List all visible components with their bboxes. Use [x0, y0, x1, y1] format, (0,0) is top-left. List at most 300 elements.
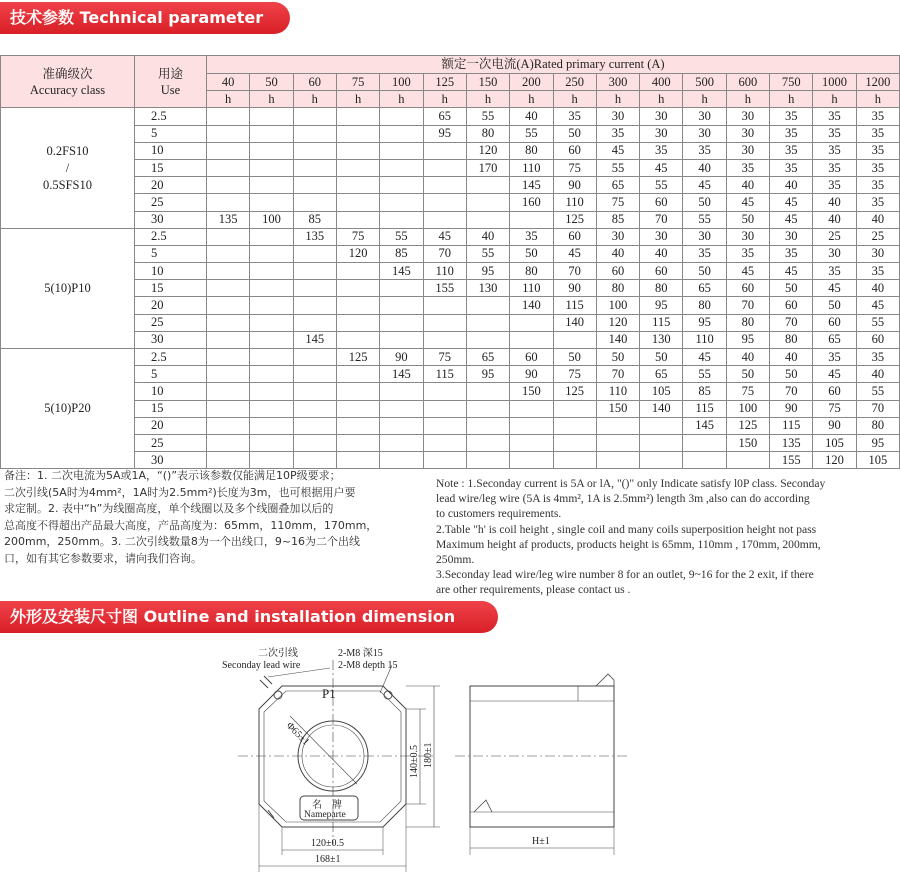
value-cell: 75 [813, 400, 856, 417]
value-cell: 90 [553, 177, 596, 194]
use-cell: 5 [135, 245, 207, 262]
use-cell: 25 [135, 194, 207, 211]
value-cell [466, 383, 509, 400]
value-cell: 35 [683, 245, 726, 262]
value-cell [250, 417, 293, 434]
value-cell: 30 [726, 228, 769, 245]
value-cell [207, 434, 250, 451]
value-cell: 85 [380, 245, 423, 262]
value-cell: 35 [813, 125, 856, 142]
value-cell: 90 [380, 349, 423, 366]
notes-english [436, 476, 900, 598]
accuracy-class-text: 0.2FS10 [46, 143, 89, 158]
value-cell: 35 [770, 245, 813, 262]
note-en-line: 250mm. [436, 553, 475, 567]
value-cell: 35 [640, 142, 683, 159]
value-cell [293, 159, 336, 176]
use-cell: 2.5 [135, 108, 207, 125]
current-header-cell: 400 [640, 74, 683, 91]
dim-120-label: 120±0.5 [311, 838, 344, 849]
use-cell: 25 [135, 314, 207, 331]
value-cell: 45 [640, 159, 683, 176]
value-cell: 55 [510, 125, 553, 142]
value-cell [207, 349, 250, 366]
value-cell: 60 [726, 280, 769, 297]
value-cell [466, 211, 509, 228]
value-cell: 35 [856, 194, 899, 211]
value-cell: 35 [813, 177, 856, 194]
value-cell: 55 [683, 366, 726, 383]
value-cell: 50 [553, 125, 596, 142]
value-cell: 80 [596, 280, 639, 297]
value-cell: 40 [770, 177, 813, 194]
table-row [1, 280, 900, 297]
value-cell: 50 [510, 245, 553, 262]
value-cell: 30 [770, 228, 813, 245]
unit-cell: h [726, 91, 769, 108]
value-cell: 25 [813, 228, 856, 245]
side-view-outline [470, 686, 614, 827]
accuracy-class-text: 0.5SFS10 [43, 177, 92, 192]
value-cell [336, 125, 379, 142]
table-row [1, 125, 900, 142]
value-cell: 60 [856, 331, 899, 348]
value-cell: 65 [813, 331, 856, 348]
value-cell [250, 194, 293, 211]
value-cell [336, 314, 379, 331]
value-cell: 75 [726, 383, 769, 400]
nameplate-label-cn: 名 牌 [312, 800, 342, 811]
diameter-label: Φ65±1 [283, 720, 312, 748]
value-cell: 35 [510, 228, 553, 245]
value-cell [207, 383, 250, 400]
value-cell: 60 [640, 194, 683, 211]
value-cell: 70 [770, 383, 813, 400]
value-cell: 40 [856, 211, 899, 228]
value-cell: 70 [640, 211, 683, 228]
unit-cell: h [336, 91, 379, 108]
value-cell [250, 366, 293, 383]
value-cell [423, 297, 466, 314]
value-cell [250, 400, 293, 417]
value-cell [380, 125, 423, 142]
use-cell: 15 [135, 400, 207, 417]
value-cell: 145 [380, 263, 423, 280]
value-cell: 55 [856, 383, 899, 400]
value-cell: 130 [640, 331, 683, 348]
value-cell [207, 177, 250, 194]
value-cell [510, 400, 553, 417]
value-cell: 40 [770, 349, 813, 366]
value-cell [207, 331, 250, 348]
value-cell: 30 [640, 228, 683, 245]
value-cell: 35 [596, 125, 639, 142]
value-cell: 35 [856, 177, 899, 194]
value-cell [207, 263, 250, 280]
value-cell: 50 [813, 297, 856, 314]
value-cell [466, 314, 509, 331]
value-cell [207, 245, 250, 262]
value-cell: 55 [596, 159, 639, 176]
accuracy-class-text: / [65, 160, 70, 175]
value-cell: 140 [640, 400, 683, 417]
value-cell: 75 [423, 349, 466, 366]
current-header-cell: 150 [466, 74, 509, 91]
use-cell: 30 [135, 331, 207, 348]
outline-dimension-header: 外形及安装尺寸图 Outline and installation dimension [0, 601, 498, 633]
value-cell: 35 [726, 159, 769, 176]
value-cell: 100 [596, 297, 639, 314]
value-cell: 55 [683, 211, 726, 228]
value-cell [293, 280, 336, 297]
current-header-cell: 60 [293, 74, 336, 91]
value-cell: 45 [770, 194, 813, 211]
value-cell [250, 159, 293, 176]
note-cn-line: 求定制。2. 表中“h”为线圈高度，单个线圈以及多个线圈叠加以后的 [4, 502, 334, 516]
value-cell: 95 [726, 331, 769, 348]
value-cell: 60 [553, 142, 596, 159]
value-cell: 95 [466, 263, 509, 280]
value-cell: 110 [553, 194, 596, 211]
value-cell [380, 297, 423, 314]
technical-parameter-table [0, 55, 900, 469]
notes-chinese [4, 468, 414, 568]
value-cell: 40 [640, 245, 683, 262]
value-cell: 70 [856, 400, 899, 417]
value-cell: 45 [423, 228, 466, 245]
value-cell: 50 [683, 194, 726, 211]
value-cell: 80 [683, 297, 726, 314]
note-en-line: Note : 1.Seconday current is 5A or lA, "()" only Indicate satisfy l0P class. Seconday [436, 477, 826, 490]
value-cell: 30 [683, 228, 726, 245]
value-cell [293, 366, 336, 383]
value-cell [423, 452, 466, 469]
value-cell [336, 452, 379, 469]
table-row [1, 314, 900, 331]
use-cell: 10 [135, 263, 207, 280]
value-cell [466, 194, 509, 211]
unit-cell: h [640, 91, 683, 108]
unit-cell: h [293, 91, 336, 108]
value-cell: 140 [596, 331, 639, 348]
lead-wire-label-cn: 二次引线 [258, 648, 298, 659]
value-cell [336, 263, 379, 280]
value-cell: 150 [596, 400, 639, 417]
value-cell: 30 [596, 108, 639, 125]
value-cell: 150 [726, 434, 769, 451]
value-cell [250, 349, 293, 366]
table-row [1, 263, 900, 280]
current-header-cell: 50 [250, 74, 293, 91]
value-cell: 45 [813, 280, 856, 297]
table-row [1, 366, 900, 383]
accuracy-class-text: 5(10)P10 [44, 280, 91, 295]
value-cell [336, 159, 379, 176]
value-cell: 60 [640, 263, 683, 280]
value-cell: 50 [596, 349, 639, 366]
value-cell: 60 [553, 228, 596, 245]
value-cell [380, 383, 423, 400]
value-cell: 105 [856, 452, 899, 469]
value-cell: 35 [770, 125, 813, 142]
value-cell [596, 434, 639, 451]
value-cell [293, 314, 336, 331]
value-cell [466, 400, 509, 417]
value-cell [207, 314, 250, 331]
value-cell: 70 [596, 366, 639, 383]
value-cell [466, 417, 509, 434]
value-cell: 140 [510, 297, 553, 314]
current-header-cell: 1200 [856, 74, 899, 91]
value-cell [423, 211, 466, 228]
value-cell: 55 [380, 228, 423, 245]
value-cell: 35 [856, 159, 899, 176]
value-cell: 50 [553, 349, 596, 366]
current-header-cell: 200 [510, 74, 553, 91]
value-cell: 90 [510, 366, 553, 383]
value-cell [380, 159, 423, 176]
value-cell: 65 [683, 280, 726, 297]
unit-cell: h [770, 91, 813, 108]
value-cell [380, 331, 423, 348]
value-cell: 60 [770, 297, 813, 314]
value-cell [553, 331, 596, 348]
value-cell: 45 [726, 263, 769, 280]
current-header-cell: 750 [770, 74, 813, 91]
use-en: Use [160, 82, 181, 97]
table-row [1, 245, 900, 262]
current-header-cell: 100 [380, 74, 423, 91]
unit-cell: h [423, 91, 466, 108]
value-cell: 75 [553, 366, 596, 383]
value-cell [423, 417, 466, 434]
value-cell: 50 [770, 366, 813, 383]
table-row [1, 452, 900, 469]
use-cell: 25 [135, 434, 207, 451]
value-cell: 55 [640, 177, 683, 194]
value-cell: 90 [770, 400, 813, 417]
value-cell: 35 [726, 245, 769, 262]
value-cell [423, 400, 466, 417]
value-cell: 70 [770, 314, 813, 331]
value-cell [423, 177, 466, 194]
use-cell: 30 [135, 211, 207, 228]
value-cell: 45 [553, 245, 596, 262]
value-cell: 30 [683, 125, 726, 142]
value-cell: 110 [510, 159, 553, 176]
value-cell [207, 194, 250, 211]
value-cell [380, 142, 423, 159]
use-cell: 5 [135, 125, 207, 142]
value-cell: 80 [510, 263, 553, 280]
value-cell: 60 [510, 349, 553, 366]
value-cell: 110 [510, 280, 553, 297]
unit-cell: h [856, 91, 899, 108]
value-cell [250, 297, 293, 314]
value-cell [423, 331, 466, 348]
value-cell: 110 [423, 263, 466, 280]
value-cell [293, 245, 336, 262]
mounting-hole-icon [274, 691, 282, 699]
value-cell: 95 [466, 366, 509, 383]
value-cell: 125 [336, 349, 379, 366]
value-cell: 35 [683, 142, 726, 159]
current-header-cell: 40 [207, 74, 250, 91]
value-cell: 30 [726, 125, 769, 142]
unit-cell: h [683, 91, 726, 108]
value-cell: 105 [813, 434, 856, 451]
value-cell: 55 [466, 245, 509, 262]
unit-cell: h [207, 91, 250, 108]
value-cell: 170 [466, 159, 509, 176]
value-cell: 95 [423, 125, 466, 142]
unit-cell: h [596, 91, 639, 108]
use-cell: 5 [135, 366, 207, 383]
note-en-line: 2.Table "h' is coil height , single coil and many coils superposition height not pass [436, 522, 817, 536]
value-cell: 55 [466, 108, 509, 125]
value-cell: 135 [770, 434, 813, 451]
value-cell [596, 417, 639, 434]
value-cell [250, 280, 293, 297]
value-cell: 120 [466, 142, 509, 159]
value-cell: 80 [640, 280, 683, 297]
value-cell [250, 108, 293, 125]
value-cell [380, 194, 423, 211]
table-row [1, 400, 900, 417]
value-cell [336, 142, 379, 159]
value-cell [250, 125, 293, 142]
value-cell: 75 [553, 159, 596, 176]
value-cell: 80 [856, 417, 899, 434]
value-cell: 120 [813, 452, 856, 469]
value-cell: 35 [770, 159, 813, 176]
value-cell [380, 452, 423, 469]
value-cell: 115 [770, 417, 813, 434]
value-cell: 50 [640, 349, 683, 366]
value-cell [510, 452, 553, 469]
value-cell [250, 452, 293, 469]
value-cell [553, 452, 596, 469]
value-cell: 50 [770, 280, 813, 297]
value-cell [683, 434, 726, 451]
value-cell [510, 434, 553, 451]
value-cell [380, 400, 423, 417]
value-cell: 135 [293, 228, 336, 245]
value-cell: 35 [856, 125, 899, 142]
use-cell: 10 [135, 383, 207, 400]
use-cell: 20 [135, 417, 207, 434]
value-cell: 35 [856, 349, 899, 366]
accuracy-class-text: 5(10)P20 [44, 401, 91, 416]
value-cell [250, 228, 293, 245]
value-cell [207, 400, 250, 417]
use-cell: 20 [135, 177, 207, 194]
value-cell: 110 [683, 331, 726, 348]
value-cell: 45 [596, 142, 639, 159]
value-cell [423, 159, 466, 176]
value-cell [293, 417, 336, 434]
value-cell [250, 263, 293, 280]
unit-cell: h [466, 91, 509, 108]
value-cell [596, 452, 639, 469]
value-cell: 140 [553, 314, 596, 331]
value-cell: 45 [683, 349, 726, 366]
value-cell: 35 [856, 263, 899, 280]
value-cell [466, 434, 509, 451]
m8-label-cn: 2-M8 深15 [338, 648, 383, 659]
value-cell [336, 297, 379, 314]
dim-180-label: 180±1 [423, 742, 434, 768]
current-header-cell: 300 [596, 74, 639, 91]
value-cell [207, 142, 250, 159]
dim-168-label: 168±1 [315, 854, 341, 865]
table-row [1, 177, 900, 194]
value-cell [336, 280, 379, 297]
note-cn-line: 口，如有其它参数要求，请向我们咨询。 [4, 551, 202, 565]
value-cell: 90 [813, 417, 856, 434]
value-cell [336, 211, 379, 228]
table-row [1, 108, 900, 125]
value-cell: 95 [856, 434, 899, 451]
value-cell: 35 [856, 142, 899, 159]
note-en-line: to customers requirements. [436, 507, 562, 521]
value-cell: 75 [336, 228, 379, 245]
value-cell: 25 [856, 228, 899, 245]
value-cell: 35 [813, 349, 856, 366]
value-cell: 120 [596, 314, 639, 331]
value-cell [250, 314, 293, 331]
value-cell [250, 434, 293, 451]
table-row [1, 228, 900, 245]
value-cell: 115 [423, 366, 466, 383]
use-cell: 15 [135, 280, 207, 297]
value-cell [207, 417, 250, 434]
value-cell: 65 [466, 349, 509, 366]
value-cell [336, 417, 379, 434]
value-cell: 60 [813, 383, 856, 400]
unit-cell: h [250, 91, 293, 108]
note-cn-line: 二次引线(5A时为4mm²，1A时为2.5mm²)长度为3m，也可根据用户要 [4, 485, 356, 499]
dim-h-label: H±1 [532, 836, 550, 847]
value-cell [293, 194, 336, 211]
value-cell [293, 434, 336, 451]
value-cell [336, 366, 379, 383]
table-row [1, 349, 900, 366]
value-cell [207, 159, 250, 176]
nameplate-label-en: Nameparte [304, 810, 346, 820]
value-cell: 35 [813, 142, 856, 159]
value-cell: 115 [683, 400, 726, 417]
value-cell [250, 142, 293, 159]
current-header-cell: 125 [423, 74, 466, 91]
value-cell: 30 [813, 245, 856, 262]
value-cell: 65 [640, 366, 683, 383]
value-cell: 35 [553, 108, 596, 125]
value-cell: 45 [683, 177, 726, 194]
value-cell: 70 [423, 245, 466, 262]
table-row [1, 383, 900, 400]
value-cell [423, 194, 466, 211]
value-cell [380, 177, 423, 194]
note-cn-line: 总高度不得超出产品最大高度，产品高度为：65mm，110mm，170mm， [4, 518, 378, 532]
value-cell: 70 [726, 297, 769, 314]
value-cell [336, 383, 379, 400]
accuracy-class-header [1, 56, 135, 108]
value-cell [293, 383, 336, 400]
value-cell [293, 297, 336, 314]
value-cell: 35 [856, 108, 899, 125]
value-cell [466, 177, 509, 194]
